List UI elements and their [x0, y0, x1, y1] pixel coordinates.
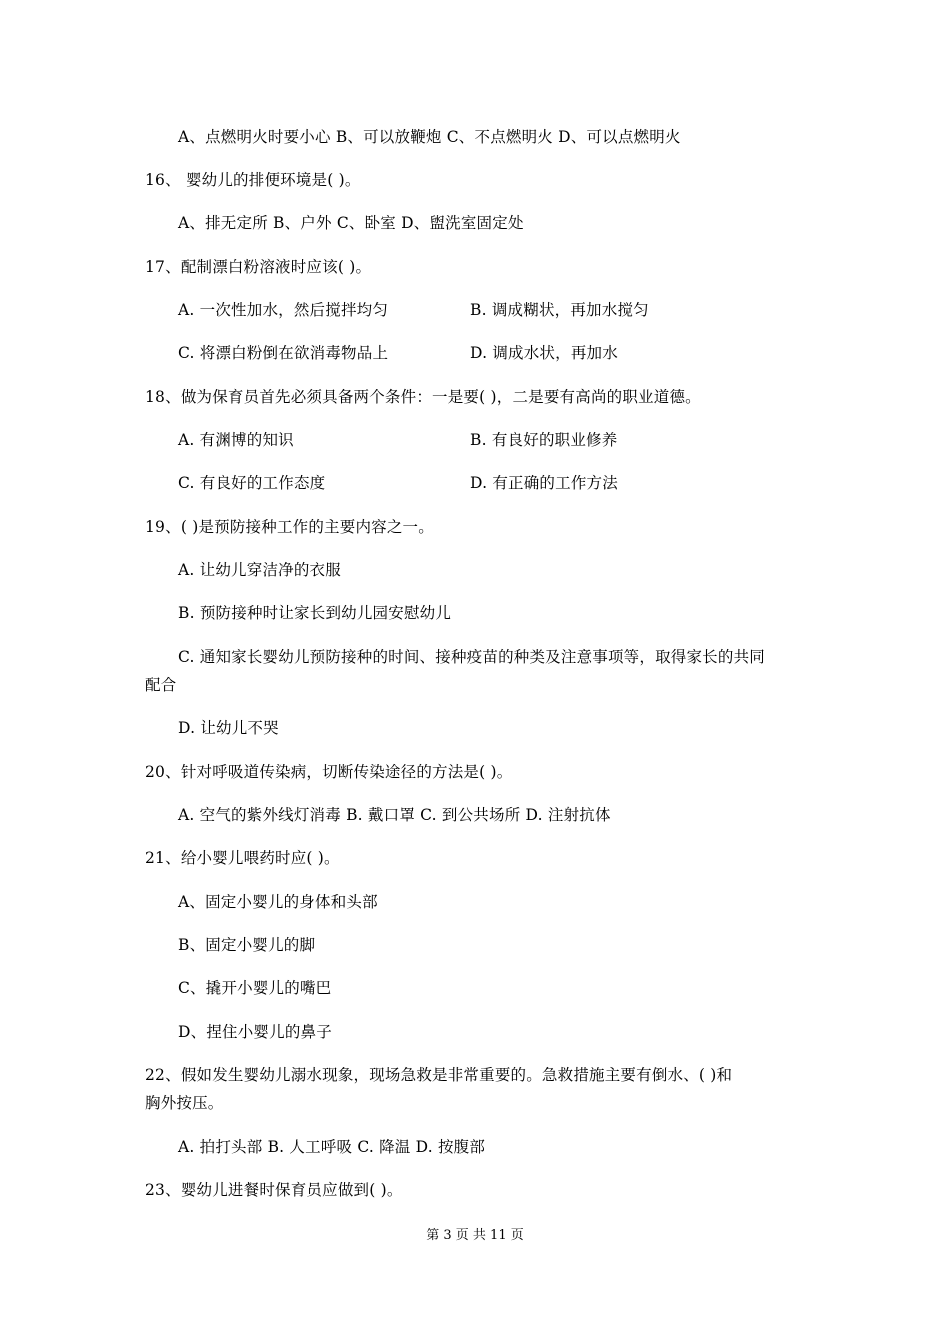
- q16-options: A、排无定所 B、户外 C、卧室 D、盥洗室固定处: [178, 214, 524, 232]
- q21-option-b: B、固定小婴儿的脚: [178, 936, 316, 954]
- q18-option-c: C. 有良好的工作态度: [178, 474, 326, 492]
- question-17: 17、配制漂白粉溶液时应该( )。: [145, 258, 372, 276]
- q18-option-a: A. 有渊博的知识: [178, 431, 294, 449]
- question-19: 19、( )是预防接种工作的主要内容之一。: [145, 518, 434, 536]
- question-16: 16、 婴幼儿的排便环境是( )。: [145, 171, 361, 189]
- q18-option-d: D. 有正确的工作方法: [470, 474, 618, 492]
- q21-option-c: C、撬开小婴儿的嘴巴: [178, 979, 332, 997]
- q17-option-d: D. 调成水状，再加水: [470, 344, 618, 362]
- q17-option-a: A. 一次性加水，然后搅拌均匀: [178, 301, 389, 319]
- q21-option-a: A、固定小婴儿的身体和头部: [178, 893, 378, 911]
- q22-options: A. 拍打头部 B. 人工呼吸 C. 降温 D. 按腹部: [178, 1138, 486, 1156]
- q19-option-c: C. 通知家长婴幼儿预防接种的时间、接种疫苗的种类及注意事项等，取得家长的共同: [178, 648, 765, 666]
- question-21: 21、给小婴儿喂药时应( )。: [145, 849, 340, 867]
- q19-option-c-continued: 配合: [145, 676, 177, 694]
- q15-options: A、点燃明火时要小心 B、可以放鞭炮 C、不点燃明火 D、可以点燃明火: [178, 128, 681, 146]
- q17-option-b: B. 调成糊状，再加水搅匀: [470, 301, 649, 319]
- page-footer: 第 3 页 共 11 页: [426, 1228, 524, 1243]
- q18-option-b: B. 有良好的职业修养: [470, 431, 618, 449]
- question-20: 20、针对呼吸道传染病，切断传染途径的方法是( )。: [145, 763, 513, 781]
- question-23: 23、婴幼儿进餐时保育员应做到( )。: [145, 1181, 403, 1199]
- question-18: 18、做为保育员首先必须具备两个条件：一是要( )，二是要有高尚的职业道德。: [145, 388, 701, 406]
- question-22-continued: 胸外按压。: [145, 1094, 224, 1112]
- q21-option-d: D、捏住小婴儿的鼻子: [178, 1023, 332, 1041]
- q20-options: A. 空气的紫外线灯消毒 B. 戴口罩 C. 到公共场所 D. 注射抗体: [178, 806, 611, 824]
- question-22: 22、假如发生婴幼儿溺水现象，现场急救是非常重要的。急救措施主要有倒水、( )和: [145, 1066, 733, 1084]
- q19-option-d: D. 让幼儿不哭: [178, 719, 279, 737]
- q17-option-c: C. 将漂白粉倒在欲消毒物品上: [178, 344, 389, 362]
- q19-option-b: B. 预防接种时让家长到幼儿园安慰幼儿: [178, 604, 452, 622]
- q19-option-a: A. 让幼儿穿洁净的衣服: [178, 561, 341, 579]
